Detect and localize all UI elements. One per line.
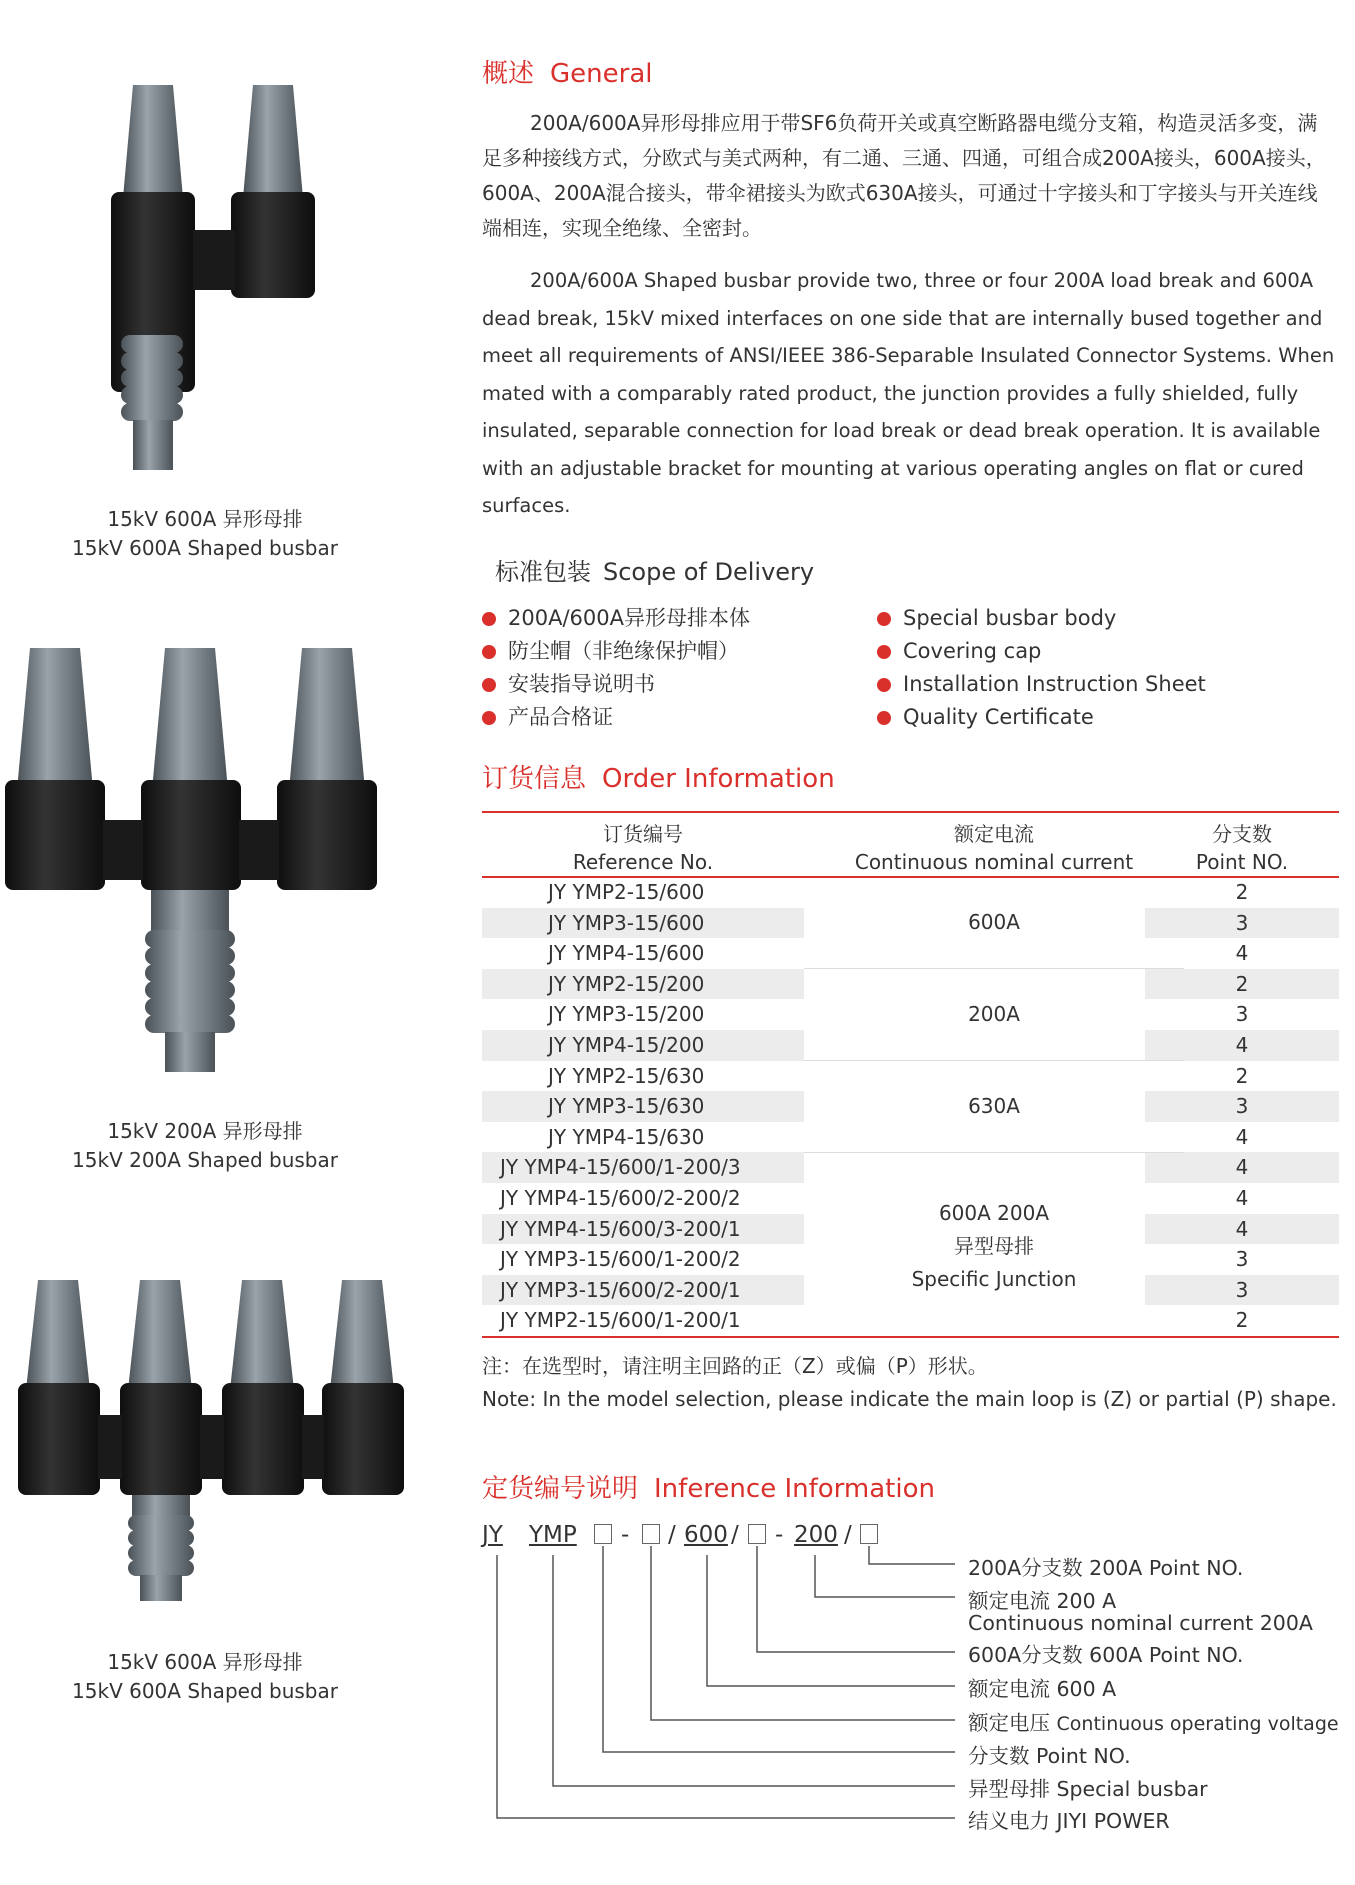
ref-text: JY YMP4-15/600/2-200/2 (500, 1186, 741, 1210)
scope-title-cn: 标准包装 (495, 558, 591, 586)
code-slash-3: / (844, 1522, 852, 1548)
scope-title-en: Scope of Delivery (603, 558, 815, 586)
legend-special-busbar: 异型母排 Special busbar (968, 1777, 1208, 1801)
group-label-1: 600A 200A (938, 1201, 1050, 1225)
general-text-cn: 200A/600A异形母排应用于带SF6负荷开关或真空断路器电缆分支箱，构造灵活多变，满足多种接线方式，分欧式与美式两种，有二通、三通、四通，可组合成200A接头，600A接头，600A、200A混合接头，带伞裙接头为欧式630A接头，可通过十字接头和丁字接头与开关连线端相连，实现全绝缘、全密封。 (482, 111, 1326, 240)
caption-cn: 15kV 600A 异形母排 (107, 1650, 303, 1674)
legend-voltage-en: Continuous operating voltage (1056, 1713, 1339, 1735)
legend-current-600a: 额定电流 600 A (968, 1677, 1117, 1701)
current-group-600: 600A (968, 910, 1020, 934)
group-label-3: Specific Junction (911, 1267, 1077, 1291)
header-points-cn: 分支数 (1212, 822, 1272, 846)
points-cell: 3 (1235, 1002, 1249, 1027)
scope-item: Installation Instruction Sheet (877, 668, 1206, 701)
ref-text: JY YMP4-15/600/1-200/3 (500, 1155, 741, 1180)
ref-text: JY YMP4-15/600 (548, 941, 705, 966)
legend-voltage (968, 1706, 1339, 1736)
points-cell: 2 (1235, 880, 1249, 904)
points-cell: 2 (1235, 1063, 1249, 1088)
legend-current-200a-en: Continuous nominal current 200A (968, 1611, 1313, 1635)
points-cell: 3 (1145, 1275, 1339, 1306)
legend-current-200a: 额定电流 200 A (968, 1589, 1117, 1613)
header-reference-en: Reference No. (572, 850, 714, 874)
scope-item: Special busbar body (877, 602, 1206, 635)
code-part-600: 600 (684, 1522, 728, 1548)
code-part-jy: JY (482, 1522, 503, 1548)
code-dash-1: - (621, 1522, 630, 1548)
ref-text: JY YMP3-15/630 (548, 1094, 705, 1119)
legend-voltage-cn: 额定电压 (968, 1711, 1050, 1735)
points-cell: 2 (1145, 969, 1339, 1000)
ref-text: JY YMP2-15/600/1-200/1 (500, 1308, 741, 1333)
scope-item: 200A/600A异形母排本体 (482, 602, 750, 635)
ref-text: JY YMP4-15/600/3-200/1 (500, 1216, 741, 1241)
caption-en: 15kV 600A Shaped busbar (72, 536, 338, 560)
scope-item: 安装指导说明书 (482, 668, 750, 701)
caption-cn: 15kV 600A 异形母排 (107, 507, 303, 531)
ref-text: JY YMP2-15/200 (548, 971, 705, 996)
caption-en: 15kV 600A Shaped busbar (72, 1679, 338, 1703)
points-cell: 3 (1235, 1247, 1249, 1272)
current-group-200: 200A (968, 1002, 1020, 1026)
caption-cn: 15kV 200A 异形母排 (107, 1119, 303, 1143)
scope-item: Covering cap (877, 635, 1206, 668)
note-cn: 注：在选型时，请注明主回路的正（Z）或偏（P）形状。 (482, 1354, 988, 1378)
scope-item: Quality Certificate (877, 701, 1206, 734)
code-slash-1: / (668, 1522, 676, 1548)
points-cell: 4 (1145, 1030, 1339, 1061)
general-title-en: General (550, 59, 653, 89)
header-current-cn: 额定电流 (954, 822, 1034, 846)
legend-point-no: 分支数 Point NO. (968, 1744, 1131, 1768)
points-cell: 4 (1145, 1152, 1339, 1183)
points-cell: 3 (1145, 908, 1339, 939)
code-dash-2: - (775, 1522, 784, 1548)
current-group-630: 630A (968, 1094, 1020, 1118)
ref-text: JY YMP2-15/600 (548, 880, 705, 904)
ref-text: JY YMP3-15/600/2-200/1 (500, 1277, 741, 1302)
order-title-en: Order Information (602, 764, 835, 794)
ref-text: JY YMP3-15/600 (548, 910, 705, 935)
points-cell: 2 (1235, 1308, 1249, 1333)
header-points-en: Point NO. (1195, 850, 1289, 874)
inference-title-en: Inference Information (654, 1474, 935, 1504)
points-cell: 4 (1235, 1186, 1249, 1210)
legend-200a-point: 200A分支数 200A Point NO. (968, 1556, 1244, 1580)
header-reference-cn: 订货编号 (603, 822, 683, 846)
code-part-200: 200 (794, 1522, 838, 1548)
group-label-2: 异型母排 (954, 1234, 1034, 1258)
code-slash-2: / (731, 1522, 739, 1548)
caption-en: 15kV 200A Shaped busbar (72, 1148, 338, 1172)
scope-item: 产品合格证 (482, 701, 750, 734)
points-cell: 4 (1235, 941, 1249, 966)
points-cell: 4 (1145, 1214, 1339, 1245)
note-en: Note: In the model selection, please indicate the main loop is (Z) or partial (P) shape. (482, 1387, 1337, 1411)
order-title-cn: 订货信息 (482, 764, 587, 794)
points-cell: 4 (1235, 1124, 1249, 1149)
ref-text: JY YMP3-15/600/1-200/2 (500, 1247, 741, 1272)
header-current-en: Continuous nominal current (854, 850, 1134, 874)
ref-text: JY YMP3-15/200 (548, 1002, 705, 1027)
general-title-cn: 概述 (482, 59, 535, 89)
inference-title-cn: 定货编号说明 (482, 1474, 639, 1504)
ref-text: JY YMP4-15/200 (548, 1033, 705, 1057)
points-cell: 3 (1145, 1091, 1339, 1122)
general-text-en: 200A/600A Shaped busbar provide two, three or four 200A load break and 600A dead break, 15kV mixed interfaces on one side that are internally bused together and meet all requirements of ANSI/IEEE 386-Separable Insulated Connector Systems. When mated with a comparably rated product, the junction provides a fully shielded, fully insulated, separable connection for load break or dead break operation. It is available with an adjustable bracket for mounting at various operating angles on flat or cured surfaces. (482, 269, 1335, 517)
code-part-ymp: YMP (529, 1522, 577, 1548)
ref-text: JY YMP4-15/630 (548, 1124, 705, 1149)
legend-600a-point: 600A分支数 600A Point NO. (968, 1643, 1244, 1667)
legend-jiyi-power: 结义电力 JIYI POWER (968, 1809, 1170, 1833)
scope-item: 防尘帽（非绝缘保护帽） (482, 635, 750, 668)
ref-text: JY YMP2-15/630 (548, 1063, 705, 1088)
